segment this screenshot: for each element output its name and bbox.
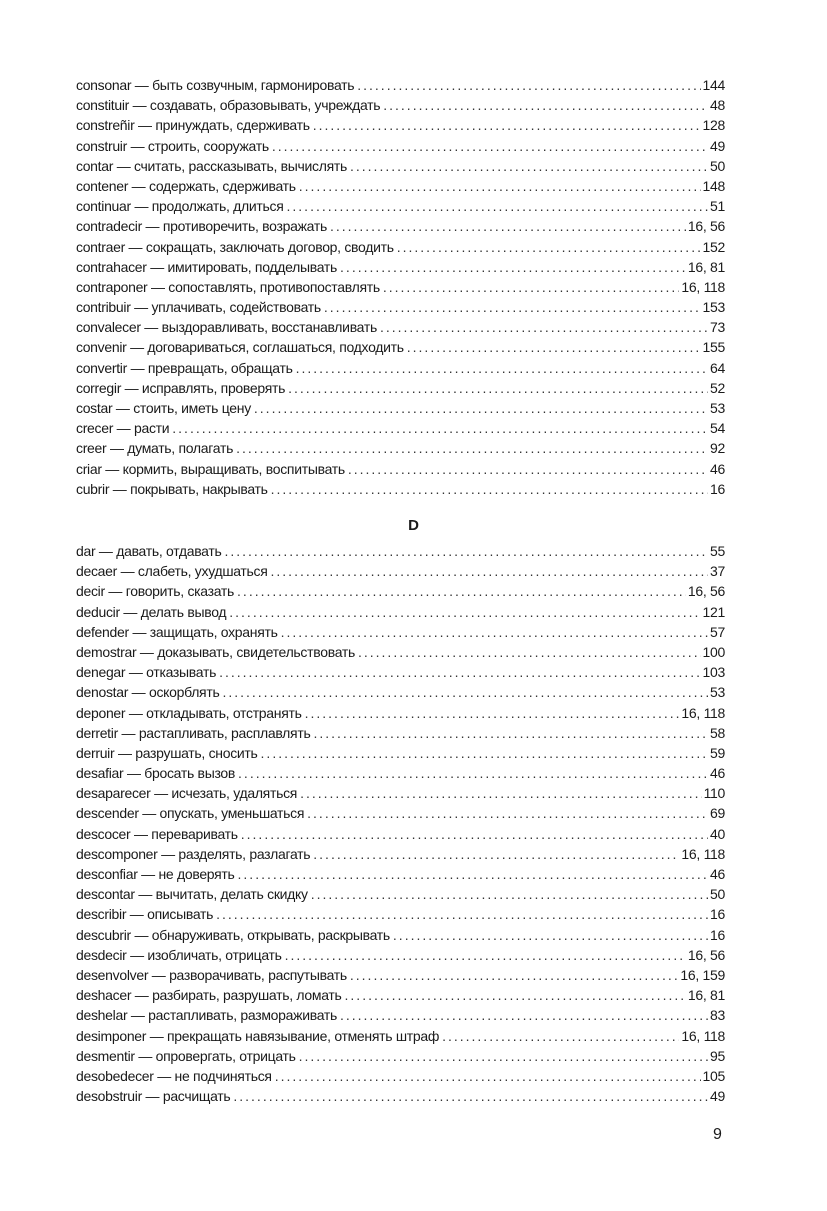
- dot-leader: [300, 783, 702, 803]
- entry-term: crecer — расти: [76, 420, 170, 437]
- dot-leader: [271, 561, 709, 581]
- entry-term: describir — описывать: [76, 906, 214, 923]
- entry-term: decaer — слабеть, ухудшаться: [76, 563, 268, 580]
- index-entry: [76, 317, 725, 337]
- index-entry: [76, 884, 725, 904]
- entry-term: decir — говорить, сказать: [76, 583, 235, 600]
- dot-leader: [296, 358, 708, 378]
- entry-term: continuar — продолжать, длиться: [76, 198, 284, 215]
- entry-pages: 100: [702, 643, 725, 660]
- entry-pages: 58: [710, 724, 725, 741]
- entry-term: desobstruir — расчищать: [76, 1088, 231, 1105]
- entry-term: derruir — разрушать, сносить: [76, 744, 258, 761]
- dot-leader: [299, 1046, 708, 1066]
- entry-pages: 64: [710, 359, 725, 376]
- dot-leader: [238, 763, 708, 783]
- index-entry: [76, 904, 725, 924]
- entry-term: descubrir — обнаруживать, открывать, раскрывать: [76, 926, 390, 943]
- index-entry: [76, 723, 725, 743]
- entry-pages: 54: [710, 420, 725, 437]
- entry-pages: 73: [710, 319, 725, 336]
- entry-pages: 48: [710, 97, 725, 114]
- dot-leader: [285, 945, 686, 965]
- dot-leader: [330, 216, 686, 236]
- entry-term: contribuir — уплачивать, содействовать: [76, 299, 321, 316]
- dot-leader: [324, 297, 701, 317]
- dot-leader: [299, 176, 701, 196]
- index-entry: [76, 1026, 725, 1046]
- dot-leader: [383, 95, 708, 115]
- entry-term: construir — строить, сооружать: [76, 137, 269, 154]
- entry-term: desobedecer — не подчиняться: [76, 1067, 272, 1084]
- entry-pages: 49: [710, 1088, 725, 1105]
- entry-pages: 144: [702, 77, 725, 93]
- entry-pages: 16: [710, 906, 725, 923]
- dot-leader: [350, 156, 708, 176]
- page-number: 9: [713, 1126, 722, 1143]
- entry-term: demostrar — доказывать, свидетельствовать: [76, 643, 355, 660]
- index-entry: [76, 418, 725, 438]
- index-entry: [76, 337, 725, 357]
- entry-term: descender — опускать, уменьшаться: [76, 805, 305, 822]
- entry-pages: 95: [710, 1047, 725, 1064]
- entry-pages: 53: [710, 400, 725, 416]
- index-entry: [76, 642, 725, 662]
- entry-term: desenvolver — разворачивать, распутывать: [76, 966, 347, 983]
- entry-pages: 121: [702, 603, 725, 620]
- index-entry: [76, 136, 725, 156]
- index-entry: [76, 1086, 725, 1106]
- entry-pages: 148: [702, 177, 725, 194]
- entry-term: dar — давать, отдавать: [76, 543, 222, 559]
- index-list-d: [76, 541, 725, 1106]
- entry-term: desconfiar — не доверять: [76, 866, 235, 882]
- index-entry: [76, 1066, 725, 1086]
- entry-term: denegar — отказывать: [76, 664, 217, 681]
- entry-pages: 57: [710, 623, 725, 640]
- index-entry: [76, 743, 725, 763]
- entry-term: contraer — сокращать, заключать договор, сводить: [76, 238, 394, 255]
- entry-pages: 155: [702, 339, 725, 356]
- dot-leader: [281, 622, 708, 642]
- dot-leader: [236, 438, 708, 458]
- dot-leader: [311, 884, 708, 904]
- index-entry: [76, 1046, 725, 1066]
- index-entry: [76, 844, 725, 864]
- entry-pages: 46: [710, 765, 725, 782]
- entry-pages: 16: [710, 480, 725, 497]
- index-entry: [76, 176, 725, 196]
- entry-pages: 16, 118: [681, 704, 725, 721]
- entry-term: denostar — оскорблять: [76, 684, 220, 701]
- entry-term: convenir — договариваться, соглашаться, подходить: [76, 339, 404, 356]
- dot-leader: [233, 1086, 708, 1106]
- entry-pages: 16, 159: [680, 966, 725, 983]
- index-entry: [76, 95, 725, 115]
- index-entry: [76, 803, 725, 823]
- entry-pages: 37: [710, 563, 725, 580]
- dot-leader: [307, 803, 708, 823]
- entry-term: contener — содержать, сдерживать: [76, 177, 296, 194]
- dot-leader: [305, 703, 680, 723]
- entry-term: defender — защищать, охранять: [76, 623, 278, 640]
- index-entry: [76, 945, 725, 965]
- dot-leader: [287, 196, 709, 216]
- dot-leader: [219, 662, 700, 682]
- index-entry: [76, 763, 725, 783]
- dot-leader: [345, 985, 686, 1005]
- index-entry: [76, 75, 725, 95]
- index-entry: [76, 783, 725, 803]
- entry-pages: 128: [702, 117, 725, 134]
- entry-term: descomponer — разделять, разлагать: [76, 845, 311, 862]
- dot-leader: [254, 398, 708, 418]
- index-entry: [76, 541, 725, 561]
- index-list-c: [76, 75, 725, 499]
- entry-pages: 40: [710, 825, 725, 842]
- entry-pages: 92: [710, 440, 725, 457]
- dot-leader: [241, 824, 708, 844]
- index-entry: [76, 824, 725, 844]
- entry-term: constituir — создавать, образовывать, учреждать: [76, 97, 381, 114]
- dot-leader: [313, 844, 679, 864]
- entry-pages: 49: [710, 137, 725, 154]
- dot-leader: [222, 682, 708, 702]
- entry-term: criar — кормить, выращивать, воспитывать: [76, 460, 345, 477]
- index-entry: [76, 297, 725, 317]
- entry-term: convalecer — выздоравливать, восстанавливать: [76, 319, 377, 336]
- index-entry: [76, 216, 725, 236]
- entry-pages: 153: [702, 299, 725, 316]
- dot-leader: [313, 723, 708, 743]
- entry-pages: 110: [703, 785, 725, 802]
- entry-term: deducir — делать вывод: [76, 603, 227, 620]
- index-entry: [76, 358, 725, 378]
- entry-term: cubrir — покрывать, накрывать: [76, 480, 268, 497]
- entry-term: desafiar — бросать вызов: [76, 765, 236, 782]
- dot-leader: [238, 864, 708, 884]
- index-entry: [76, 398, 725, 418]
- entry-pages: 51: [710, 198, 725, 215]
- dot-leader: [288, 378, 708, 398]
- entry-term: desaparecer — исчезать, удаляться: [76, 785, 298, 802]
- dot-leader: [442, 1026, 679, 1046]
- entry-pages: 16, 81: [687, 987, 725, 1004]
- entry-pages: 152: [702, 238, 725, 255]
- dot-leader: [357, 75, 700, 95]
- entry-term: contrahacer — имитировать, подделывать: [76, 258, 338, 275]
- dot-leader: [393, 925, 708, 945]
- dot-leader: [272, 136, 708, 156]
- entry-term: deshacer — разбирать, разрушать, ломать: [76, 987, 342, 1004]
- dot-leader: [313, 115, 701, 135]
- entry-term: descocer — переваривать: [76, 825, 238, 842]
- dot-leader: [380, 317, 708, 337]
- entry-pages: 55: [710, 543, 725, 559]
- index-entry: [76, 156, 725, 176]
- dot-leader: [407, 337, 701, 357]
- entry-pages: 16, 81: [687, 258, 725, 275]
- index-entry: [76, 581, 725, 601]
- entry-pages: 16, 118: [681, 278, 725, 295]
- entry-pages: 16, 56: [687, 218, 725, 235]
- entry-pages: 16: [710, 926, 725, 943]
- index-entry: [76, 703, 725, 723]
- entry-pages: 50: [710, 886, 725, 903]
- index-entry: [76, 985, 725, 1005]
- entry-term: constreñir — принуждать, сдерживать: [76, 117, 310, 134]
- entry-pages: 50: [710, 157, 725, 174]
- index-entry: [76, 479, 725, 499]
- entry-pages: 16, 118: [681, 1027, 725, 1044]
- index-entry: [76, 277, 725, 297]
- dot-leader: [229, 602, 700, 622]
- dot-leader: [397, 237, 701, 257]
- entry-term: contar — считать, рассказывать, вычислять: [76, 157, 347, 174]
- index-entry: [76, 237, 725, 257]
- dot-leader: [340, 257, 686, 277]
- entry-term: creer — думать, полагать: [76, 440, 234, 457]
- entry-pages: 53: [710, 684, 725, 701]
- entry-pages: 69: [710, 805, 725, 822]
- dot-leader: [216, 904, 708, 924]
- index-entry: [76, 602, 725, 622]
- dot-leader: [261, 743, 708, 763]
- entry-term: corregir — исправлять, проверять: [76, 379, 286, 396]
- index-entry: [76, 622, 725, 642]
- dot-leader: [275, 1066, 701, 1086]
- entry-term: deshelar — растапливать, размораживать: [76, 1007, 337, 1024]
- dot-leader: [348, 459, 708, 479]
- index-entry: [76, 561, 725, 581]
- index-entry: [76, 662, 725, 682]
- dot-leader: [172, 418, 708, 438]
- entry-term: consonar — быть созвучным, гармонировать: [76, 77, 355, 93]
- entry-term: derretir — растапливать, расплавлять: [76, 724, 311, 741]
- dot-leader: [224, 541, 708, 561]
- entry-term: contraponer — сопоставлять, противопоставлять: [76, 278, 380, 295]
- entry-pages: 16, 118: [681, 845, 725, 862]
- index-entry: [76, 257, 725, 277]
- entry-term: desmentir — опровергать, отрицать: [76, 1047, 296, 1064]
- entry-pages: 105: [702, 1067, 725, 1084]
- index-entry: [76, 682, 725, 702]
- index-entry: [76, 459, 725, 479]
- dot-leader: [271, 479, 708, 499]
- entry-pages: 46: [710, 460, 725, 477]
- entry-term: descontar — вычитать, делать скидку: [76, 886, 308, 903]
- entry-term: costar — стоить, иметь цену: [76, 400, 251, 416]
- index-entry: [76, 965, 725, 985]
- entry-pages: 52: [710, 379, 725, 396]
- index-entry: [76, 1005, 725, 1025]
- entry-pages: 103: [702, 664, 725, 681]
- entry-pages: 83: [710, 1007, 725, 1024]
- entry-term: convertir — превращать, обращать: [76, 359, 293, 376]
- index-entry: [76, 864, 725, 884]
- dot-leader: [340, 1005, 708, 1025]
- dot-leader: [237, 581, 686, 601]
- dot-leader: [358, 642, 701, 662]
- entry-term: deponer — откладывать, отстранять: [76, 704, 302, 721]
- index-entry: [76, 196, 725, 216]
- entry-term: desimponer — прекращать навязывание, отменять штраф: [76, 1027, 440, 1044]
- entry-pages: 46: [710, 866, 725, 882]
- dot-leader: [350, 965, 678, 985]
- index-entry: [76, 378, 725, 398]
- index-entry: [76, 925, 725, 945]
- entry-pages: 16, 56: [687, 583, 725, 600]
- dot-leader: [383, 277, 680, 297]
- index-entry: [76, 115, 725, 135]
- entry-term: desdecir — изобличать, отрицать: [76, 946, 282, 963]
- entry-pages: 16, 56: [687, 946, 725, 963]
- index-entry: [76, 438, 725, 458]
- entry-pages: 59: [710, 744, 725, 761]
- section-heading-d: D: [408, 517, 419, 534]
- entry-term: contradecir — противоречить, возражать: [76, 218, 327, 235]
